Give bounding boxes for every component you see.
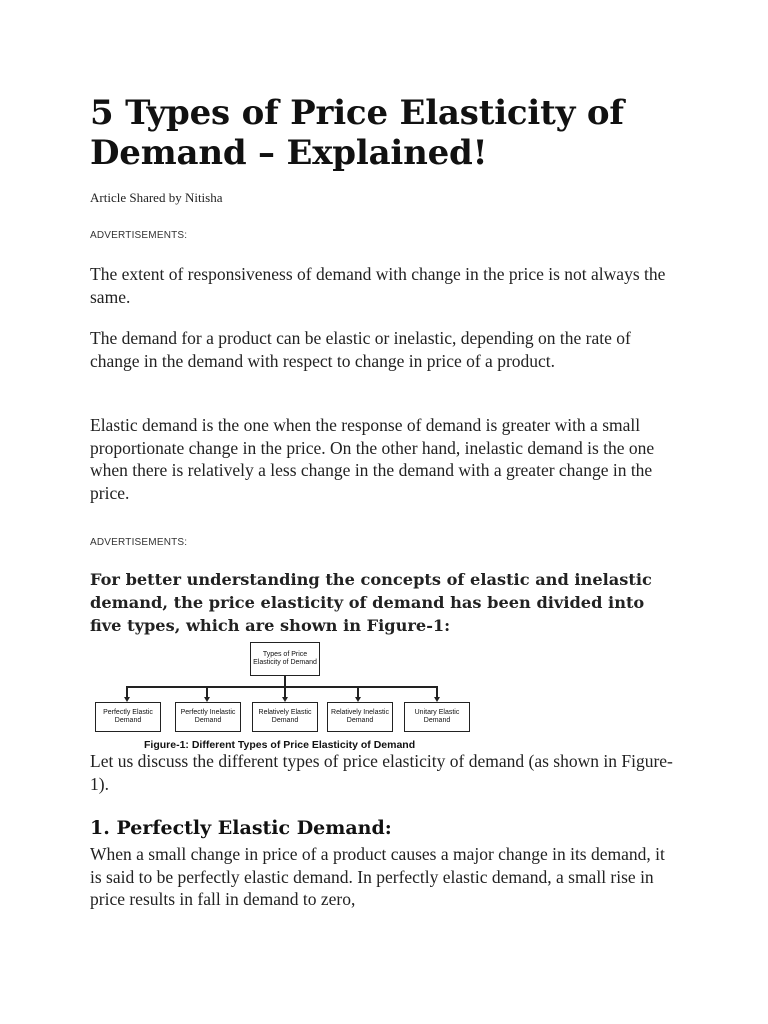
diagram-node-perfectly-inelastic: Perfectly Inelastic Demand — [175, 702, 241, 732]
connector-line — [436, 686, 438, 697]
section-heading-perfectly-elastic: 1. Perfectly Elastic Demand: — [90, 817, 392, 839]
lead-bold-paragraph: For better understanding the concepts of elastic and inelastic demand, the price elasticity of demand has been divided into five types, which are shown in Figure-1: — [90, 570, 652, 635]
diagram-node-relatively-elastic: Relatively Elastic Demand — [252, 702, 318, 732]
figure-caption: Figure-1: Different Types of Price Elasticity of Demand — [144, 739, 416, 751]
connector-line — [126, 686, 128, 697]
diagram-node-relatively-inelastic: Relatively Inelastic Demand — [327, 702, 393, 732]
figure-types-diagram — [90, 638, 480, 756]
article-title: 5 Types of Price Elasticity of Demand – Explained! — [90, 93, 624, 173]
advertisement-label: ADVERTISEMENTS: — [90, 537, 188, 548]
connector-line — [126, 686, 437, 688]
diagram-root-node: Types of Price Elasticity of Demand — [250, 642, 320, 676]
paragraph-elastic-inelastic: The demand for a product can be elastic or inelastic, depending on the rate of change in the demand with respect to change in price of a product. — [90, 328, 631, 371]
diagram-node-perfectly-elastic: Perfectly Elastic Demand — [95, 702, 161, 732]
connector-line — [206, 686, 208, 697]
paragraph-intro: The extent of responsiveness of demand with change in the price is not always the same. — [90, 264, 666, 307]
advertisement-label: ADVERTISEMENTS: — [90, 230, 188, 241]
paragraph-perfectly-elastic: When a small change in price of a product causes a major change in its demand, it is said to be perfectly elastic demand. In perfectly elastic demand, a small rise in price results in fall in demand to zero, — [90, 844, 665, 909]
article-byline: Article Shared by Nitisha — [90, 190, 223, 205]
connector-line — [284, 686, 286, 697]
connector-line — [284, 676, 286, 686]
diagram-node-unitary-elastic: Unitary Elastic Demand — [404, 702, 470, 732]
paragraph-definitions: Elastic demand is the one when the response of demand is greater with a small proportionate change in the price. On the other hand, inelastic demand is the one when there is relatively a less change in the demand with a greater change in the price. — [90, 415, 655, 503]
connector-line — [357, 686, 359, 697]
paragraph-discussion: Let us discuss the different types of price elasticity of demand (as shown in Figure-1). — [90, 751, 673, 794]
